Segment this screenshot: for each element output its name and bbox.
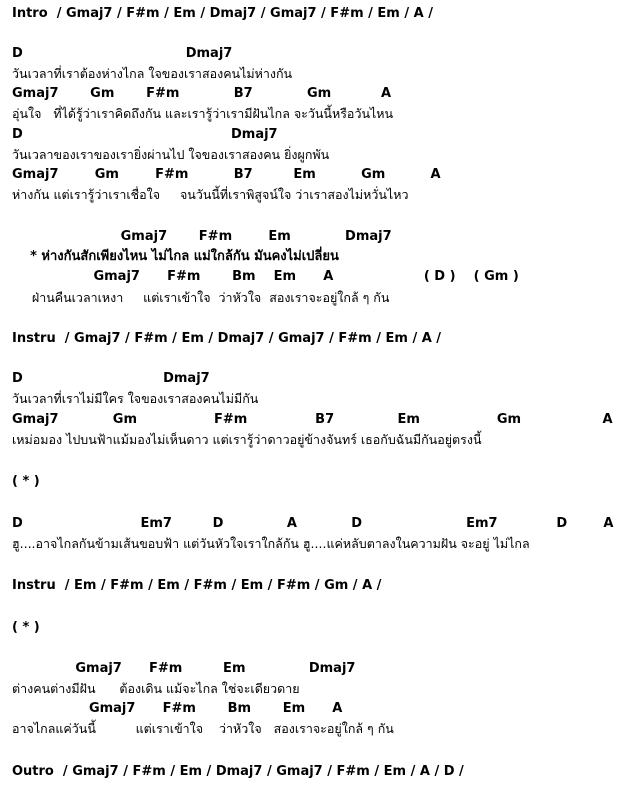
chorus-lyric-line: * ห่างกันสักเพียงไหน ไม่ไกล แม่ใกล้กัน มันคงไม่เปลี่ยน [12,249,339,264]
chord-line: Gmaj7 F#m Em Dmaj7 [12,661,356,676]
chord-line: Gmaj7 Gm F#m B7 Em Gm A [12,412,613,427]
intro-line: Intro / Gmaj7 / F#m / Em / Dmaj7 / Gmaj7 / F#m / Em / A / [12,6,433,21]
lyric-line: วันเวลาที่เราต้องห่างไกล ใจของเราสองคนไม่ห่างกัน [12,66,293,81]
outro-line: Outro / Gmaj7 / F#m / Em / Dmaj7 / Gmaj7 / F#m / Em / A / D / [12,764,464,779]
chord-line: D Dmaj7 [12,46,233,61]
chorus-marker: ( * ) [12,474,40,489]
lyric-line: วันเวลาที่เราไม่มีใคร ใจของเราสองคนไม่มีกัน [12,391,259,406]
lyric-line: ต่างคนต่างมีฝัน ต้องเดิน แม้จะไกล ใช่จะเดียวดาย [12,681,300,696]
chord-line: D Em7 D A D Em7 D A [12,516,614,531]
instru-line: Instru / Gmaj7 / F#m / Em / Dmaj7 / Gmaj7 / F#m / Em / A / [12,331,442,346]
chord-line: Gmaj7 F#m Em Dmaj7 [12,229,392,244]
chord-line: D Dmaj7 [12,127,278,142]
chord-line: Gmaj7 F#m Bm Em A [12,701,343,716]
lyric-line: วันเวลาของเราของเรายิ่งผ่านไป ใจของเราสองคน ยิ่งผูกพัน [12,147,330,162]
lyric-line: ฮู....อาจไกลกันข้ามเส้นขอบฟ้า แต่วันหัวใจเราใกล้กัน ฮู....แค่หลับตาลงในความฝัน จะอยู่ ไม่ไกล [12,536,530,551]
chorus-marker: ( * ) [12,620,40,635]
lyric-line: ห่างกัน แต่เรารู้ว่าเราเชื่อใจ จนวันนี้ที่เราพิสูจน์ใจ ว่าเราสองไม่หวั่นไหว [12,187,409,202]
chord-line: Gmaj7 Gm F#m B7 Em Gm A [12,167,441,182]
chord-line: Gmaj7 Gm F#m B7 Gm A [12,86,392,101]
instru-line: Instru / Em / F#m / Em / F#m / Em / F#m / Gm / A / [12,578,382,593]
lyric-line: ฝ่านคืนเวลาเหงา แต่เราเข้าใจ ว่าหัวใจ สองเราจะอยู่ใกล้ ๆ กัน [12,290,390,305]
lyric-line: เหม่อมอง ไปบนฟ้าแม้มองไม่เห็นดาว แต่เรารู้ว่าดาวอยู่ข้างจันทร์ เธอกับฉันมีกันอยู่ตรงนี้ [12,432,482,447]
chord-line: D Dmaj7 [12,371,210,386]
lyric-line: อุ่นใจ ที่ได้รู้ว่าเราคิดถึงกัน และเรารู้ว่าเรามีฝันไกล จะวันนี้หรือวันไหน [12,106,394,121]
chord-line: Gmaj7 F#m Bm Em A ( D ) ( Gm ) [12,269,519,284]
lyric-line: อาจไกลแค่วันนี้ แต่เราเข้าใจ ว่าหัวใจ สองเราจะอยู่ใกล้ ๆ กัน [12,721,394,736]
